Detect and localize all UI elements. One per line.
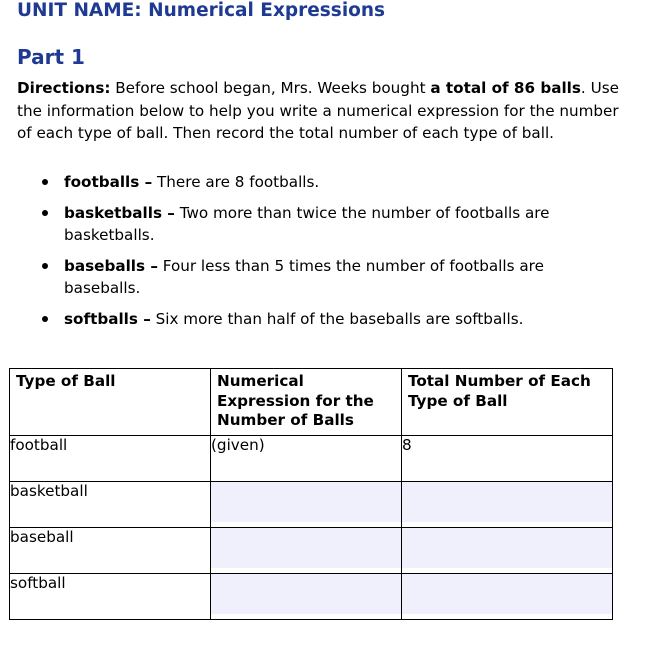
header-expression: Numerical Expression for the Number of Balls [211, 369, 402, 436]
part-title: Part 1 [17, 45, 85, 69]
cell-type: softball [10, 574, 211, 620]
total-input-softball[interactable] [402, 574, 613, 620]
table-row-football [10, 436, 613, 482]
clue-footballs [64, 171, 624, 193]
clue-text: There are 8 footballs. [152, 173, 320, 191]
clue-softballs [64, 308, 624, 330]
header-type: Type of Ball [10, 369, 211, 436]
cell-type: baseball [10, 528, 211, 574]
expression-input-basketball[interactable] [211, 482, 402, 528]
table-row-basketball [10, 482, 613, 528]
table-row-softball [10, 574, 613, 620]
fill-area[interactable] [211, 574, 401, 614]
clue-term: basketballs – [64, 204, 175, 222]
fill-area[interactable] [402, 528, 612, 568]
directions-text-2: . Use the information below to help you write a numerical expression for the number of each type of ball. Then record the total number of each type of ball. [17, 79, 619, 142]
directions-total: a total of 86 balls [430, 79, 581, 97]
total-input-basketball[interactable] [402, 482, 613, 528]
cell-expression: (given) [211, 436, 402, 482]
fill-area[interactable] [211, 528, 401, 568]
clue-text: Six more than half of the baseballs are softballs. [150, 310, 524, 328]
unit-title: UNIT NAME: Numerical Expressions [17, 0, 386, 21]
clue-text: Four less than 5 times the number of footballs are baseballs. [64, 257, 544, 297]
fill-area[interactable] [402, 482, 612, 522]
clue-term: baseballs – [64, 257, 158, 275]
directions-paragraph [17, 77, 637, 145]
clue-term: softballs – [64, 310, 151, 328]
expression-input-baseball[interactable] [211, 528, 402, 574]
header-total: Total Number of Each Type of Ball [402, 369, 613, 436]
cell-total: 8 [402, 436, 613, 482]
table-header-row [10, 369, 613, 436]
fill-area[interactable] [402, 574, 612, 614]
clue-baseballs [64, 255, 624, 299]
clue-term: footballs – [64, 173, 153, 191]
table-row-baseball [10, 528, 613, 574]
expression-input-softball[interactable] [211, 574, 402, 620]
total-input-baseball[interactable] [402, 528, 613, 574]
ball-table [9, 368, 613, 620]
directions-label: Directions: [17, 79, 111, 97]
fill-area[interactable] [211, 482, 401, 522]
cell-type: basketball [10, 482, 211, 528]
clue-basketballs [64, 202, 624, 246]
directions-text-1: Before school began, Mrs. Weeks bought [110, 79, 431, 97]
clue-text: Two more than twice the number of footballs are basketballs. [64, 204, 550, 244]
clue-list [64, 171, 624, 339]
cell-type: football [10, 436, 211, 482]
